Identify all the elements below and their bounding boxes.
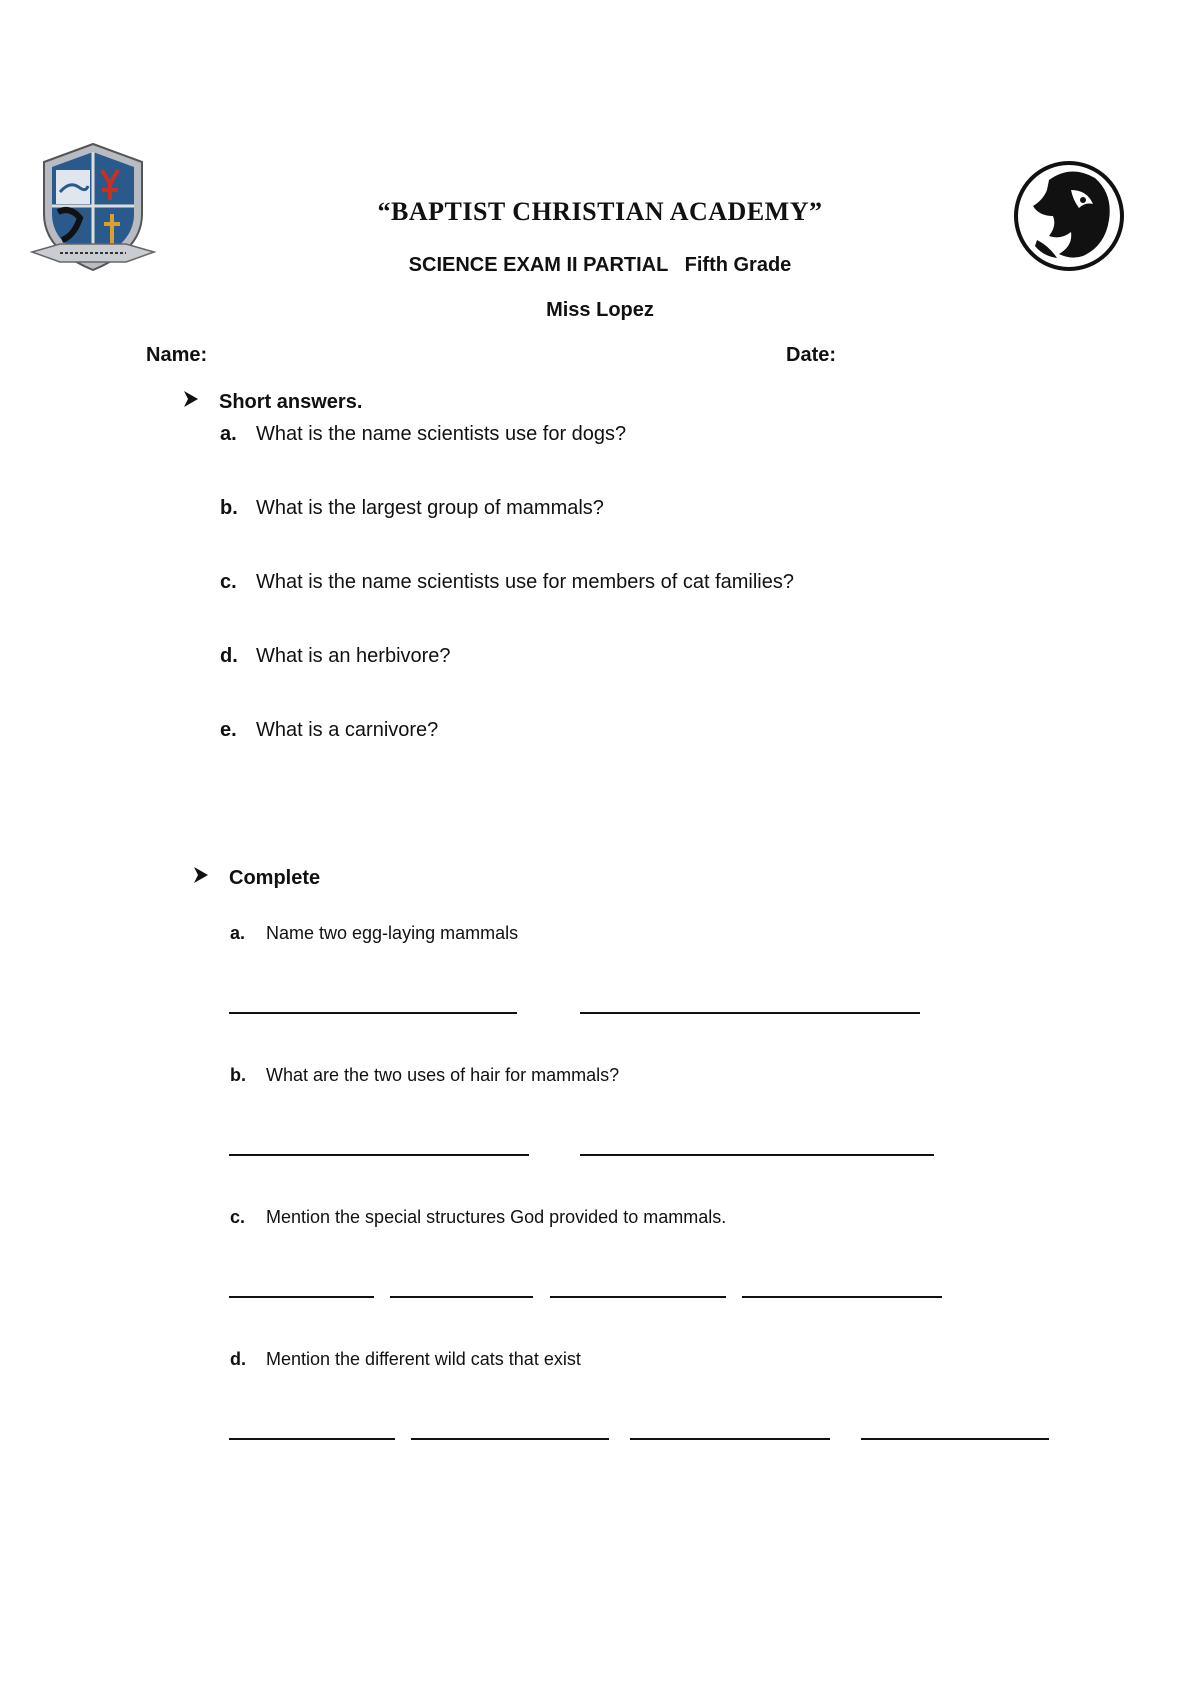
question-item (220, 645, 451, 668)
question-item (220, 719, 438, 742)
answer-blank[interactable] (580, 1012, 920, 1014)
answer-blank[interactable] (580, 1154, 934, 1156)
question-text: What is the largest group of mammals? (256, 497, 604, 519)
date-label: Date: (786, 344, 837, 366)
complete-question-item (230, 1349, 581, 1370)
question-letter: d. (230, 1349, 246, 1369)
question-text: What are the two uses of hair for mammals? (266, 1065, 620, 1085)
question-letter: e. (220, 719, 237, 741)
answer-blank[interactable] (229, 1012, 517, 1014)
answer-blank[interactable] (630, 1438, 830, 1440)
question-letter: c. (220, 571, 237, 593)
question-letter: b. (230, 1065, 246, 1085)
answer-blank[interactable] (861, 1438, 1049, 1440)
answer-blank[interactable] (550, 1296, 726, 1298)
question-text: What is a carnivore? (256, 719, 439, 741)
question-letter: c. (230, 1207, 246, 1227)
section-short-answers-heading (183, 390, 362, 414)
question-text: Mention the special structures God provided to mammals. (266, 1207, 727, 1227)
answer-blank[interactable] (229, 1154, 529, 1156)
answer-blank[interactable] (390, 1296, 533, 1298)
teacher-name: Miss Lopez (546, 299, 654, 321)
arrowhead-bullet-icon (183, 390, 199, 414)
question-letter: a. (230, 923, 246, 943)
question-letter: a. (220, 423, 237, 445)
section-complete-heading (193, 866, 320, 890)
name-label: Name: (146, 344, 208, 366)
question-text: What is the name scientists use for dogs? (256, 423, 627, 445)
question-text: Name two egg-laying mammals (266, 923, 519, 943)
arrowhead-bullet-icon (193, 866, 209, 890)
question-item (220, 423, 626, 446)
question-letter: d. (220, 645, 238, 667)
question-text: What is an herbivore? (256, 645, 451, 667)
section-complete-title: Complete (229, 866, 321, 889)
answer-blank[interactable] (742, 1296, 942, 1298)
question-text: What is the name scientists use for members of cat families? (256, 571, 794, 593)
school-name: “BAPTIST CHRISTIAN ACADEMY” (377, 197, 823, 226)
answer-blank[interactable] (411, 1438, 609, 1440)
question-item (220, 571, 794, 594)
answer-blank[interactable] (229, 1438, 395, 1440)
question-item (220, 497, 604, 520)
section-short-answers-title: Short answers. (219, 390, 363, 413)
complete-question-item (230, 1065, 619, 1086)
exam-title: SCIENCE EXAM II PARTIAL Fifth Grade (408, 254, 792, 276)
question-text: Mention the different wild cats that exist (266, 1349, 581, 1369)
question-letter: b. (220, 497, 238, 519)
answer-blank[interactable] (229, 1296, 374, 1298)
complete-question-item (230, 923, 518, 944)
complete-question-item (230, 1207, 726, 1228)
